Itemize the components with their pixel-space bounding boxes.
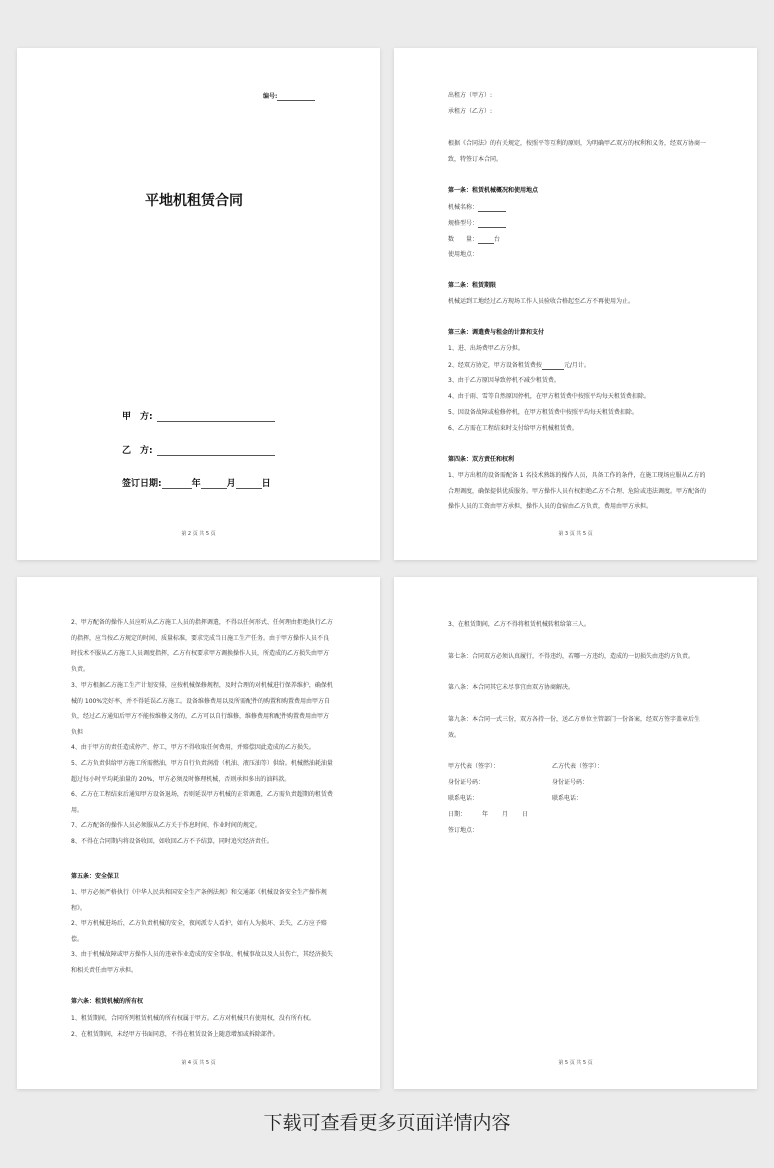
page-2: [394, 48, 757, 560]
date-label: 日期：: [448, 811, 467, 818]
sign-date: [448, 811, 528, 819]
sign-a-representative: 甲方代表（签字）：: [448, 763, 500, 770]
blank: [542, 361, 564, 370]
article-2-text: 机械运到工地经过乙方现场工作人员验收合格起至乙方不再使用为止。: [448, 298, 635, 305]
month-blank: [201, 480, 227, 489]
contract-number-blank: [277, 92, 315, 101]
day-blank: [236, 480, 262, 489]
page-4: [394, 577, 757, 1089]
art1-item: [448, 235, 500, 244]
intro-paragraph: 根据《合同法》的有关规定，按照平等互利的原则，为明确甲乙双方的权利和义务，经双方协商一致，特签订本合同。: [448, 140, 707, 163]
art3-item: 1、进、出场费甲乙方分担。: [448, 345, 524, 352]
lessee-label: 承租方（乙方）:: [448, 108, 493, 115]
article-4-text: 1、甲方出租的设备需配备 1 名技术熟练的操作人员，具备工作的条件，在施工现场应服从乙方的合理调度，确保提供优质服务。甲方操作人员有权拒绝乙方不合理、危险或违法调度。甲方配备的操作人员的工资由甲方承担，操作人员的食宿由乙方负责，费用由甲方承担。: [448, 472, 707, 510]
paragraph: 3、由于机械故障或甲方操作人员的违章作业造成的安全事故、机械事故以及人员伤亡，其经济损失和相关责任由甲方承担。: [71, 951, 333, 974]
year-label: 年: [482, 811, 489, 818]
location-label: 使用地点：: [448, 251, 479, 258]
blank: [478, 219, 506, 228]
rate-text: 2、经双方协定，甲方设备租赁费按: [448, 362, 542, 369]
sign-a-id: 身份证号码：: [448, 779, 485, 786]
art1-item: [448, 251, 478, 259]
sign-b-representative: 乙方代表（签字）：: [552, 763, 604, 770]
unit-label: 台: [494, 236, 501, 243]
art3-item: 5、因设备故障或检修停机，在甲方租赁费中按照平均每天租赁费扣除。: [448, 409, 638, 416]
art3-item: 6、乙方需在工程结束时支付给甲方机械租赁费。: [448, 425, 578, 432]
art3-item: [448, 361, 590, 370]
sign-b-phone: 联系电话：: [552, 795, 583, 802]
month-label: 月: [502, 811, 509, 818]
machine-name-label: 机械名称：: [448, 204, 479, 211]
sign-b-id: 身份证号码：: [552, 779, 589, 786]
article-4-title: 第四条：双方责任和权利: [448, 456, 515, 463]
paragraph: 1、租赁期间，合同所列租赁机械的所有权属于甲方。乙方对机械只有使用权，没有所有权。: [71, 1015, 315, 1022]
article-3-title: 第三条：调遣费与租金的计算和支付: [448, 329, 545, 336]
party-b-label: 乙 方:: [122, 446, 153, 456]
paragraph: 5、乙方负责供给甲方施工所需燃油，甲方自行负责润滑（机油、液压油等）供给。机械燃油耗油量超过每小时平均耗油量的 20%，甲方必须及时修理机械，否则承担多出的油料款。: [71, 760, 333, 783]
paragraph: 7、乙方配备的操作人员必须服从乙方关于作息时间、作业时间的规定。: [71, 822, 261, 829]
contract-number: [263, 92, 315, 101]
lessor-label: 出租方（甲方）:: [448, 92, 493, 99]
page-footer: 第 5 页 共 5 页: [558, 1060, 593, 1066]
paragraph: 2、在租赁期间，未经甲方书面同意，不得在租赁设备上随意增加或拆除部件。: [71, 1031, 279, 1038]
day-label: 日: [522, 811, 529, 818]
sign-a-phone: 联系电话：: [448, 795, 479, 802]
sign-date-line: [122, 476, 271, 489]
model-label: 规格型号：: [448, 220, 479, 227]
day-label: 日: [261, 479, 271, 489]
sign-date-label: 签订日期:: [122, 479, 162, 489]
article-6-title: 第六条：租赁机械的所有权: [71, 998, 144, 1005]
quantity-label: 数 量：: [448, 236, 479, 243]
paragraph: 8、不得在合同期内将设备收回，如收回乙方不予结算，同时追究经济责任。: [71, 838, 273, 845]
party-a-blank: [157, 413, 275, 422]
page-footer: 第 2 页 共 5 页: [181, 531, 216, 537]
art1-item: [448, 219, 506, 228]
page-footer: 第 3 页 共 5 页: [558, 531, 593, 537]
article-8: 第八条：本合同其它未尽事宜由双方协商解决。: [448, 684, 575, 691]
page-cover: [17, 48, 380, 560]
download-caption: 下载可查看更多页面详情内容: [263, 1112, 511, 1134]
paragraph: 3、甲方根据乙方施工生产计划安排，应按机械保修规程，及时合理的对机械进行保养维护，确保机械的 100%完好率，并不得延误乙方施工。设备维修费用以及所需配件的购置和购置费用由甲方自负，经过乙方通知后甲方不能按维修义务的，乙方可以自行维修，维修费用和配件购置费用由甲方负担: [71, 682, 333, 736]
page-footer: 第 4 页 共 5 页: [181, 1060, 216, 1066]
rate-unit: 元/月计。: [563, 362, 590, 369]
art3-item: 4、由于雨、雪等自然原因停机，在甲方租赁费中按照平均每天租赁费扣除。: [448, 393, 650, 400]
paragraph: 2、甲方配备的操作人员应听从乙方施工人员的指挥调遣，不得以任何形式、任何理由拒绝执行乙方的指挥，应当按乙方规定的时间、质量标准，要求完成当日施工生产任务。由于甲方操作人员不良时技术不服从乙方施工人员调度指挥，乙方有权要求甲方调换操作人员，所造成的乙方损失由甲方负责。: [71, 619, 333, 673]
page-3: [17, 577, 380, 1089]
party-a-line: [122, 409, 275, 422]
paragraph: 1、甲方必须严格执行《中华人民共和国安全生产条例法规》和交通部《机械设备安全生产操作规程》。: [71, 889, 327, 912]
year-label: 年: [191, 479, 201, 489]
party-b-blank: [157, 447, 275, 456]
blank: [478, 203, 506, 212]
year-blank: [162, 480, 192, 489]
article-5-title: 第五条：安全保卫: [71, 873, 120, 880]
article-7: 第七条：合同双方必须认真履行，不得违约，若哪一方违约，造成的一切损失由违约方负责。: [448, 653, 695, 660]
article-9: 第九条：本合同一式三份，双方各持一份，送乙方单位主管部门一份备案，经双方签字盖章后生效。: [448, 716, 701, 739]
contract-title: 平地机租赁合同: [145, 193, 243, 209]
art1-item: [448, 203, 506, 212]
paragraph: 2、甲方机械进场后，乙方负责机械的安全，夜间派专人看护，如有人为损坏、丢失，乙方应予赔偿。: [71, 920, 327, 943]
paragraph: 4、由于甲方的责任造成停产、停工，甲方不得收取任何费用，并赔偿因此造成的乙方损失。: [71, 744, 315, 751]
blank: [478, 235, 494, 244]
paragraph: 6、乙方在工程结束后通知甲方设备退场，否则延误甲方机械的正常调遣，乙方需负责超期的租赁费用。: [71, 791, 333, 814]
contract-number-label: 编号:: [263, 93, 278, 100]
art3-item: 3、由于乙方原因导致停机不减少租赁费。: [448, 377, 560, 384]
party-a-label: 甲 方:: [122, 412, 153, 422]
article-1-title: 第一条：租赁机械概况和使用地点: [448, 187, 539, 194]
article-2-title: 第二条：租赁期限: [448, 282, 497, 289]
party-b-line: [122, 443, 275, 456]
month-label: 月: [226, 479, 236, 489]
paragraph: 3、在租赁期间，乙方不得将租赁机械转租给第三人。: [448, 621, 590, 628]
sign-location: 签订地点：: [448, 827, 479, 834]
